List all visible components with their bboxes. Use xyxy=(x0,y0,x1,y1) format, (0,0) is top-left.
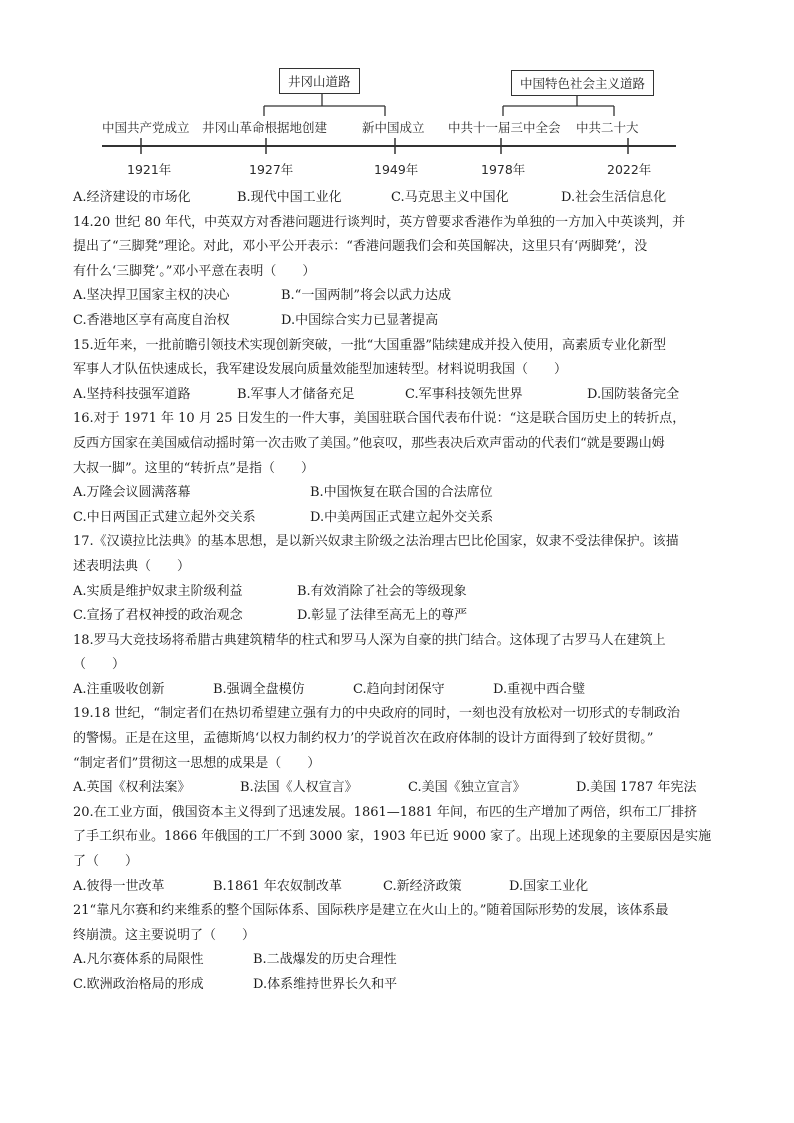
q17-option-d[interactable]: D.彰显了法律至高无上的尊严 xyxy=(297,608,468,624)
event-year: 1949年 xyxy=(374,162,419,177)
q15-option-a[interactable]: A.坚持科技强军道路 xyxy=(73,386,191,402)
q16-stem-line: 大叔一脚”。这里的“转折点”是指（ ） xyxy=(73,460,314,476)
q16-options xyxy=(73,506,733,531)
q19-option-b[interactable]: B.法国《人权宣言》 xyxy=(240,780,358,796)
q15-stem-line: 15.近年来，一批前瞻引领技术实现创新突破，一批“大国重器”陆续建成并投入使用，高素质专业化新型 xyxy=(73,337,666,353)
q20-stem-line: 了（ ） xyxy=(73,854,139,870)
q19-option-d[interactable]: D.美国 1787 年宪法 xyxy=(576,780,697,796)
q15-option-c[interactable]: C.军事科技领先世界 xyxy=(405,386,523,402)
q19-stem-line: “制定者们”贯彻这一思想的成果是（ ） xyxy=(73,755,321,771)
event-label: 中共十一届三中全会 xyxy=(448,120,561,135)
event-year: 1978年 xyxy=(481,162,526,177)
q13-option-a[interactable]: A.经济建设的市场化 xyxy=(73,190,191,205)
q16-stem-line: 16.对于 1971 年 10 月 25 日发生的一件大事，美国驻联合国代表布什说：“这是联合国历史上的转折点， xyxy=(73,411,686,427)
q21-option-c[interactable]: C.欧洲政治格局的形成 xyxy=(73,977,204,992)
q20-stem-line: 20.在工业方面，俄国资本主义得到了迅速发展。1861—1881 年间，布匹的生产增加了两倍，织布工厂排挤 xyxy=(73,804,697,820)
road-box-socialism: 中国特色社会主义道路 xyxy=(511,70,654,96)
q21-stem-line: 21“靠凡尔赛和约来维系的整个国际体系、国际秩序是建立在火山上的。”随着国际形势的发展，该体系最 xyxy=(73,903,669,919)
q19-option-c[interactable]: C.美国《独立宣言》 xyxy=(408,780,526,796)
q18-stem-line: （ ） xyxy=(73,657,126,673)
q13-option-b[interactable]: B.现代中国工业化 xyxy=(237,190,342,205)
q18-option-c[interactable]: C.趋向封闭保守 xyxy=(353,681,445,697)
q13-option-c[interactable]: C.马克思主义中国化 xyxy=(391,190,509,205)
q20-stem-line: 了手工织布业。1866 年俄国的工厂不到 3000 家，1903 年已近 9000 家了。出现上述现象的主要原因是实施 xyxy=(73,829,712,845)
q18-option-d[interactable]: D.重视中西合璧 xyxy=(493,681,586,697)
q20-option-b[interactable]: B.1861 年农奴制改革 xyxy=(213,878,342,894)
q21-option-a[interactable]: A.凡尔赛体系的局限性 xyxy=(73,952,204,968)
q18-options xyxy=(73,678,733,703)
q21-options xyxy=(73,973,733,998)
q20-options xyxy=(73,875,733,900)
q17-stem-line: 17.《汉谟拉比法典》的基本思想，是以新兴奴隶主阶级之法治理古巴比伦国家，奴隶不受法律保护。该描 xyxy=(73,534,679,550)
q13-option-d[interactable]: D.社会生活信息化 xyxy=(561,190,667,205)
q14-option-a[interactable]: A.坚决捍卫国家主权的决心 xyxy=(73,288,230,304)
q14-stem-line: 有什么‘三脚凳’。”邓小平意在表明（ ） xyxy=(73,263,316,279)
event-label: 井冈山革命根据地创建 xyxy=(202,120,328,135)
q15-options xyxy=(73,383,733,408)
q19-options xyxy=(73,776,733,801)
q20-option-d[interactable]: D.国家工业化 xyxy=(509,878,589,894)
q18-option-b[interactable]: B.强调全盘模仿 xyxy=(213,681,305,697)
road-box-jinggangshan: 井冈山道路 xyxy=(279,68,360,94)
q18-option-a[interactable]: A.注重吸收创新 xyxy=(73,681,165,697)
event-label: 中共二十大 xyxy=(576,120,639,135)
q17-option-a[interactable]: A.实质是维护奴隶主阶级利益 xyxy=(73,583,243,599)
q15-stem-line: 军事人才队伍快速成长，我军建设发展向质量效能型加速转型。材料说明我国（ ） xyxy=(73,362,568,378)
q19-stem-line: 19.18 世纪，“制定者们在热切希望建立强有力的中央政府的同时，一刻也没有放松对一切形式的专制政治 xyxy=(73,706,680,722)
timeline-figure xyxy=(96,62,696,182)
q14-options xyxy=(73,309,733,334)
event-year: 1921年 xyxy=(127,162,172,177)
event-year: 1927年 xyxy=(249,162,294,177)
question-content xyxy=(73,186,733,998)
q14-stem-line: 14.20 世纪 80 年代，中英双方对香港问题进行谈判时，英方曾要求香港作为单独的一方加入中英谈判，并 xyxy=(73,214,686,230)
q16-option-b[interactable]: B.中国恢复在联合国的合法席位 xyxy=(310,485,493,501)
q17-options xyxy=(73,580,733,605)
q16-option-a[interactable]: A.万隆会议圆满落幕 xyxy=(73,485,191,501)
q21-option-b[interactable]: B.二战爆发的历史合理性 xyxy=(253,952,397,968)
q21-stem-line: 终崩溃。这主要说明了（ ） xyxy=(73,927,256,943)
q14-options xyxy=(73,284,733,309)
event-year: 2022年 xyxy=(607,162,652,177)
event-label: 新中国成立 xyxy=(362,120,425,135)
q14-option-d[interactable]: D.中国综合实力已显著提高 xyxy=(281,312,439,328)
q14-option-c[interactable]: C.香港地区享有高度自治权 xyxy=(73,312,230,328)
q18-stem-line: 18.罗马大竞技场将希腊古典建筑精华的柱式和罗马人深为自豪的拱门结合。这体现了古罗马人在建筑上 xyxy=(73,632,666,648)
q17-option-c[interactable]: C.宣扬了君权神授的政治观念 xyxy=(73,608,243,624)
q21-option-d[interactable]: D.体系维持世界长久和平 xyxy=(253,977,398,992)
q17-option-b[interactable]: B.有效消除了社会的等级现象 xyxy=(297,583,467,599)
q20-option-c[interactable]: C.新经济政策 xyxy=(383,878,462,894)
q15-option-d[interactable]: D.国防装备完全 xyxy=(587,386,680,402)
q16-option-c[interactable]: C.中日两国正式建立起外交关系 xyxy=(73,509,256,525)
q19-option-a[interactable]: A.英国《权利法案》 xyxy=(73,780,191,796)
q15-option-b[interactable]: B.军事人才储备充足 xyxy=(237,386,355,402)
q14-stem-line: 提出了“三脚凳”理论。对此，邓小平公开表示：“香港问题我们会和英国解决，这里只有‘两脚凳’，没 xyxy=(73,239,648,255)
q13-options xyxy=(73,186,733,211)
q14-option-b[interactable]: B.“一国两制”将会以武力达成 xyxy=(281,288,451,304)
q17-options xyxy=(73,604,733,629)
q16-option-d[interactable]: D.中美两国正式建立起外交关系 xyxy=(310,509,494,525)
q17-stem-line: 述表明法典（ ） xyxy=(73,558,191,574)
q16-options xyxy=(73,481,733,506)
q21-options xyxy=(73,948,733,973)
q19-stem-line: 的警惕。正是在这里，孟德斯鸠‘以权力制约权力’的学说首次在政府体制的设计方面得到了较好贯彻。” xyxy=(73,731,654,747)
event-label: 中国共产党成立 xyxy=(102,120,190,135)
q20-option-a[interactable]: A.彼得一世改革 xyxy=(73,878,165,894)
q16-stem-line: 反西方国家在美国威信动摇时第一次击败了美国。”他哀叹，那些表决后欢声雷动的代表们“就是要踢山姆 xyxy=(73,435,665,451)
